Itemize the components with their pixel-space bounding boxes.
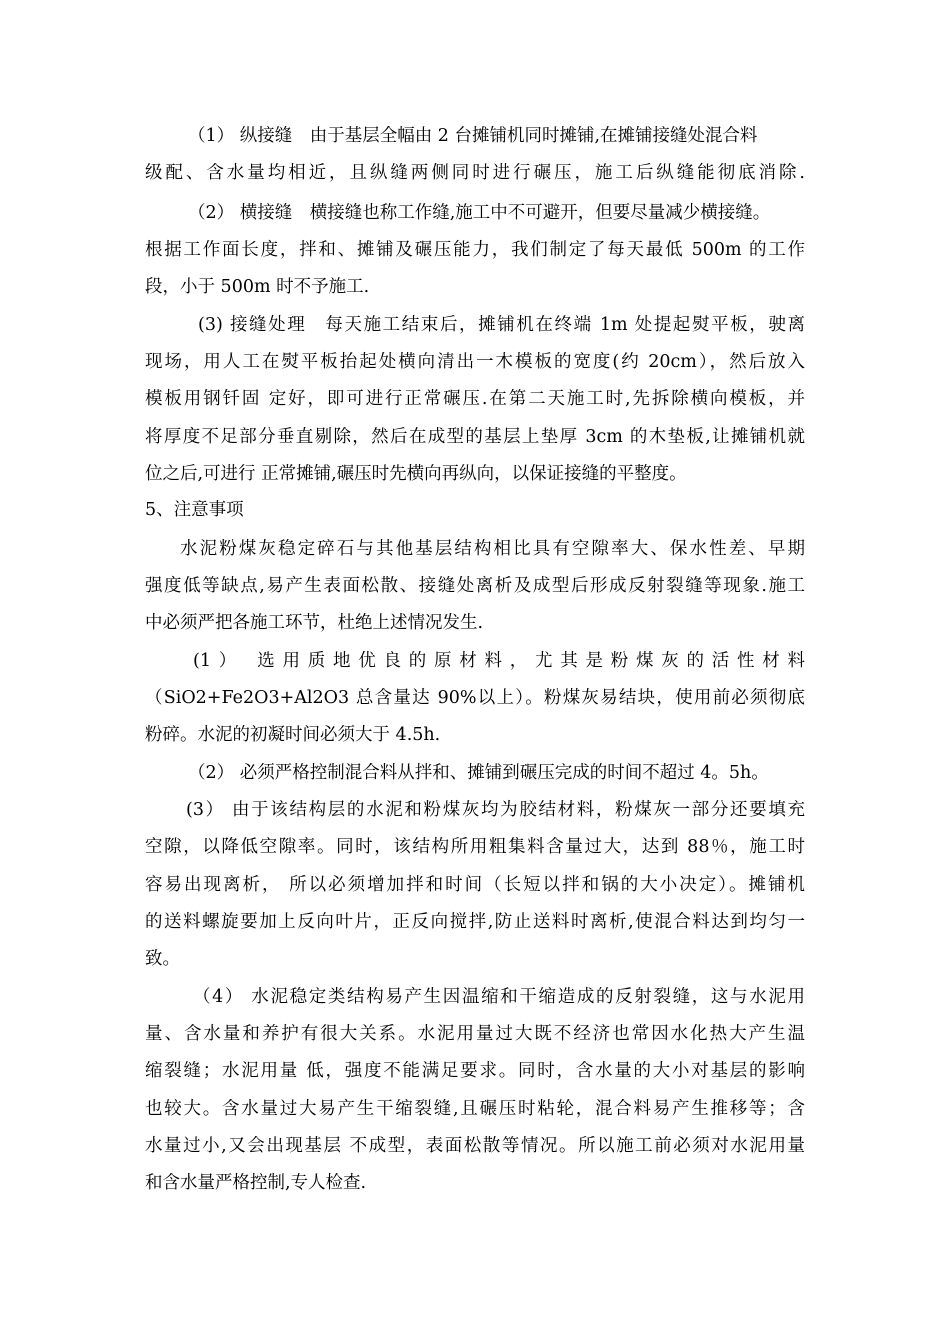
text-line: (3) 接缝处理 每天施工结束后，摊铺机在终端 1m 处提起熨平板，驶离 <box>198 315 805 335</box>
section-heading: 5、注意事项 <box>145 500 244 520</box>
text-line: 水泥粉煤灰稳定碎石与其他基层结构相比具有空隙率大、保水性差、早期 <box>180 539 805 559</box>
text-line: 强度低等缺点,易产生表面松散、接缝处离析及成型后形成反射裂缝等现象.施工 <box>145 576 805 596</box>
text-line: 位之后,可进行 正常摊铺,碾压时先横向再纵向，以保证接缝的平整度。 <box>145 464 687 484</box>
text-line: 水量过小,又会出现基层 不成型，表面松散等情况。所以施工前必须对水泥用量 <box>145 1136 805 1156</box>
text-line: (3） 由于该结构层的水泥和粉煤灰均为胶结材料，粉煤灰一部分还要填充 <box>186 800 805 820</box>
text-line: 中必须严把各施工环节，杜绝上述情况发生. <box>145 613 484 633</box>
text-line: 将厚度不足部分垂直剔除，然后在成型的基层上垫厚 3cm 的木垫板,让摊铺机就 <box>145 427 805 447</box>
text-line: （1） 纵接缝 由于基层全幅由 2 台摊铺机同时摊铺,在摊铺接缝处混合料 <box>188 126 758 146</box>
text-line: 量、含水量和养护有很大关系。水泥用量过大既不经济也常因水化热大产生温 <box>145 1024 805 1044</box>
text-line: 根据工作面长度，拌和、摊铺及碾压能力，我们制定了每天最低 500m 的工作 <box>145 240 805 260</box>
text-line: （4） 水泥稳定类结构易产生因温缩和干缩造成的反射裂缝，这与水泥用 <box>193 987 805 1007</box>
text-line: 致。 <box>145 949 180 969</box>
text-line: 空隙，以降低空隙率。同时，该结构所用粗集料含量过大，达到 88％，施工时 <box>145 837 805 857</box>
text-line: （2） 横接缝 横接缝也称工作缝,施工中不可避开，但要尽量减少横接缝。 <box>188 203 771 223</box>
text-line: 粉碎。水泥的初凝时间必须大于 4.5h. <box>145 725 441 745</box>
text-line: 级配、含水量均相近，且纵缝两侧同时进行碾压，施工后纵缝能彻底消除. <box>145 163 805 183</box>
text-line: （2） 必须严格控制混合料从拌和、摊铺到碾压完成的时间不超过 4。5h。 <box>188 763 769 783</box>
text-line: 现场，用人工在熨平板抬起处横向清出一木模板的宽度(约 20cm），然后放入 <box>145 352 805 372</box>
text-line: 容易出现离析， 所以必须增加拌和时间（长短以拌和锅的大小决定）。摊铺机 <box>145 875 805 895</box>
text-line: 段，小于 500m 时不予施工. <box>145 277 370 297</box>
text-line: 和含水量严格控制,专人检查. <box>145 1173 367 1193</box>
text-line: 的送料螺旋要加上反向叶片，正反向搅拌,防止送料时离析,使混合料达到均匀一 <box>145 912 805 932</box>
text-line: （SiO2+Fe2O3+Al2O3 总含量达 90%以上）。粉煤灰易结块，使用前必须彻底 <box>145 688 805 708</box>
text-line: 也较大。含水量过大易产生干缩裂缝,且碾压时粘轮，混合料易产生推移等；含 <box>145 1099 805 1119</box>
text-line: 模板用钢钎固 定好，即可进行正常碾压.在第二天施工时,先拆除横向模板，并 <box>145 389 805 409</box>
text-line: 缩裂缝；水泥用量 低，强度不能满足要求。同时，含水量的大小对基层的影响 <box>145 1061 805 1081</box>
text-line: (1） 选用质地优良的原材料，尤其是粉煤灰的活性材料 <box>193 651 805 671</box>
